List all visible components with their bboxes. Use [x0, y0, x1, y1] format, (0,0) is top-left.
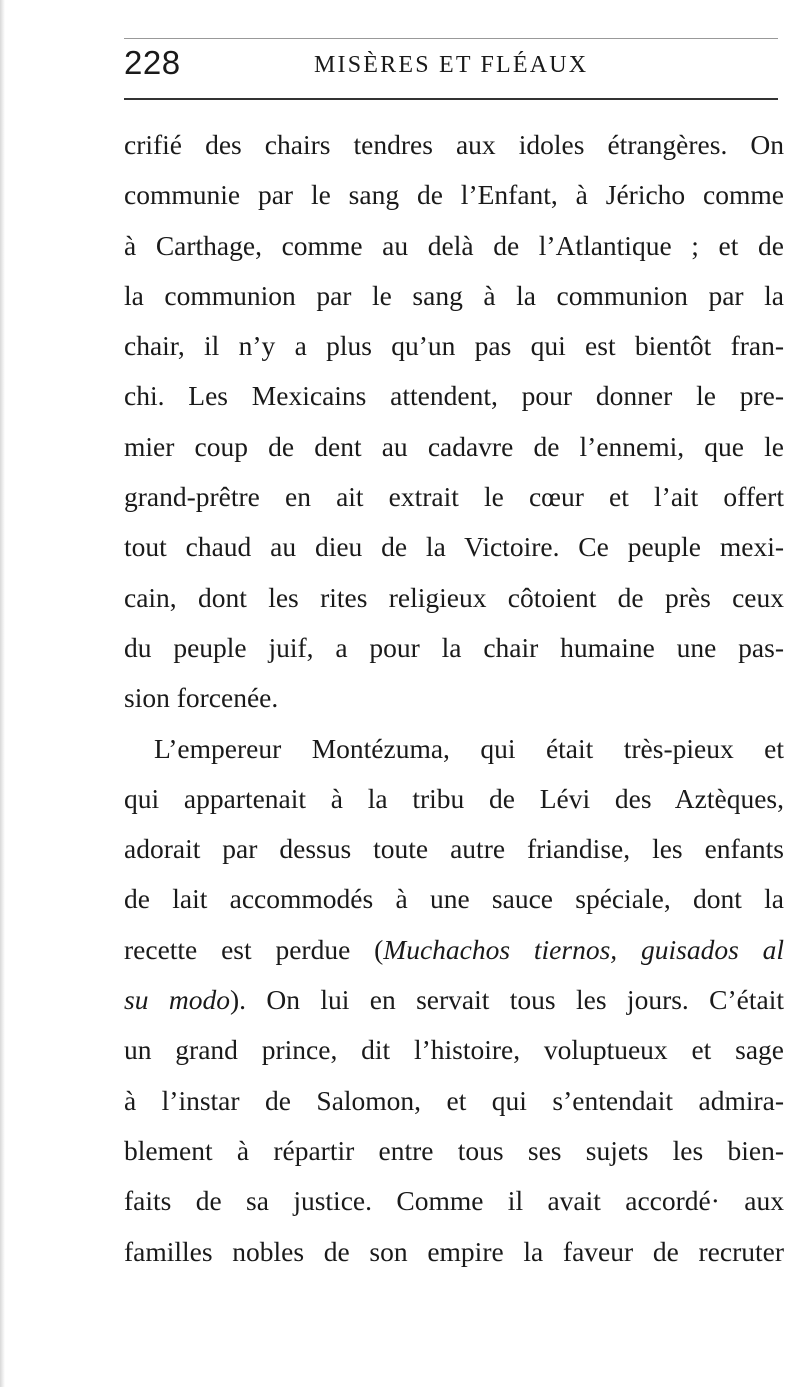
header-rule	[124, 98, 778, 100]
text-line: L’empereur Montézuma, qui était très-pieux et	[154, 732, 784, 764]
text-line	[124, 925, 784, 975]
body-text	[124, 120, 784, 1277]
text-line: chi. Les Mexicains attendent, pour donner le pre-	[124, 380, 784, 412]
text-line: cain, dont les rites religieux côtoient de près ceux	[124, 581, 784, 613]
text-line: un grand prince, dit l’histoire, voluptueux et sage	[124, 1034, 784, 1066]
header-top-rule	[124, 38, 778, 39]
text-line: crifié des chairs tendres aux idoles étrangères. On	[124, 129, 784, 160]
text-line: à l’instar de Salomon, et qui s’entendait admira-	[124, 1084, 784, 1116]
text-line: chair, il n’y a plus qu’un pas qui est bientôt fran-	[124, 330, 784, 362]
text-line: adorait par dessus toute autre friandise, les enfants	[124, 833, 784, 865]
text-line	[124, 975, 784, 1025]
page-number: 228	[124, 44, 181, 81]
text-line: grand-prêtre en ait extrait le cœur et l’ait offert	[124, 481, 784, 513]
text-line: communie par le sang de l’Enfant, à Jéricho comme	[124, 179, 784, 211]
text-line: de lait accommodés à une sauce spéciale, dont la	[124, 883, 784, 915]
text-span: recette est perdue (	[124, 933, 384, 965]
text-line: mier coup de dent au cadavre de l’ennemi, que le	[124, 430, 784, 462]
text-line: tout chaud au dieu de la Victoire. Ce peuple mexi-	[124, 531, 784, 563]
text-line: sion forcenée.	[124, 682, 279, 714]
page-header	[124, 44, 780, 88]
italic-title: Muchachos tiernos, guisados al	[383, 933, 784, 965]
running-head: MISÈRES ET FLÉAUX	[314, 52, 589, 78]
text-line: du peuple juif, a pour la chair humaine une pas-	[124, 631, 784, 663]
text-line: la communion par le sang à la communion par la	[124, 279, 784, 311]
text-line: qui appartenait à la tribu de Lévi des Aztèques,	[124, 782, 784, 814]
text-line: faits de sa justice. Comme il avait accordé· aux	[124, 1185, 784, 1217]
italic-title: su modo	[124, 984, 230, 1016]
text-line: blement à répartir entre tous ses sujets les bien-	[124, 1134, 784, 1166]
text-line: familles nobles de son empire la faveur de recruter	[124, 1235, 784, 1267]
page-binding-shadow	[0, 0, 5, 1387]
text-line: à Carthage, comme au delà de l’Atlantique ; et de	[124, 229, 784, 261]
text-span: ). On lui en servait tous les jours. C’était	[229, 984, 785, 1016]
